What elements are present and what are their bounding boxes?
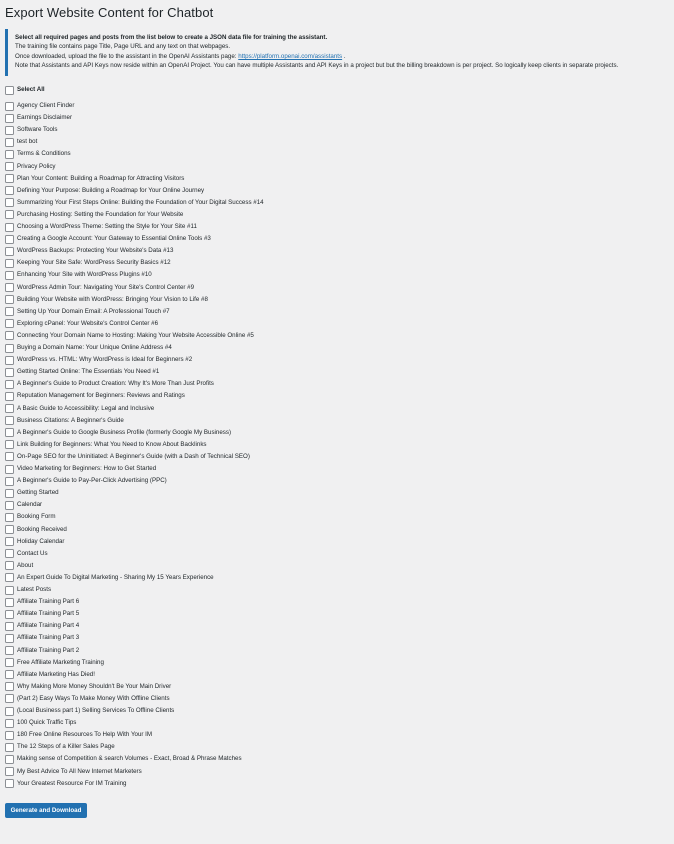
item-checkbox[interactable] [5,344,14,353]
item-checkbox[interactable] [5,223,14,232]
item-label: Setting Up Your Domain Email: A Professional Touch #7 [17,307,170,315]
list-item[interactable] [5,500,42,510]
list-item[interactable] [5,331,254,341]
item-checkbox[interactable] [5,634,14,643]
item-checkbox[interactable] [5,719,14,728]
item-label: Free Affiliate Marketing Training [17,658,104,666]
item-checkbox[interactable] [5,404,14,413]
list-item[interactable] [5,452,250,462]
item-checkbox[interactable] [5,271,14,280]
list-item[interactable] [5,694,170,704]
item-label: Terms & Conditions [17,150,71,158]
item-label: Calendar [17,501,43,509]
item-checkbox[interactable] [5,537,14,546]
item-checkbox[interactable] [5,331,14,340]
item-label: (Part 2) Easy Ways To Make Money With Offline Clients [17,694,170,702]
list-item[interactable] [5,379,214,389]
list-item[interactable] [5,222,197,232]
list-item[interactable] [5,162,56,172]
item-label: An Expert Guide To Digital Marketing - Sharing My 15 Years Experience [17,573,214,581]
item-checkbox[interactable] [5,392,14,401]
item-label: A Basic Guide to Accessibility: Legal and Inclusive [17,404,155,412]
list-item[interactable] [5,416,124,426]
item-label: Affiliate Training Part 3 [17,634,80,642]
item-label: Affiliate Training Part 2 [17,646,80,654]
item-label: Link Building for Beginners: What You Need to Know About Backlinks [17,440,207,448]
item-checkbox[interactable] [5,646,14,655]
item-checkbox[interactable] [5,428,14,437]
item-label: Business Citations: A Beginner's Guide [17,416,124,424]
list-item[interactable] [5,585,51,595]
list-item[interactable] [5,295,208,305]
item-checkbox[interactable] [5,307,14,316]
item-label: Affiliate Training Part 4 [17,622,80,630]
item-label: Choosing a WordPress Theme: Setting the Style for Your Site #11 [17,223,197,230]
item-label: test bot [17,138,38,146]
list-item[interactable] [5,125,57,135]
item-checkbox[interactable] [5,561,14,570]
item-checkbox[interactable] [5,114,14,123]
item-label: Building Your Website with WordPress: Bringing Your Vision to Life #8 [17,295,208,303]
item-label: WordPress Admin Tour: Navigating Your Site's Control Center #9 [17,283,195,291]
notice-line-3-suffix: . [342,52,346,60]
list-item[interactable] [5,307,170,317]
list-item[interactable] [5,149,71,159]
item-label: Affiliate Marketing Has Died! [17,670,95,678]
list-item[interactable] [5,621,79,631]
item-label: Plan Your Content: Building a Roadmap for Attracting Visitors [17,174,185,182]
list-item[interactable] [5,658,104,668]
item-label: A Beginner's Guide to Google Business Profile (formerly Google My Business) [17,428,232,436]
item-label: (Local Business part 1) Selling Services To Offline Clients [17,707,175,714]
item-checkbox[interactable] [5,174,14,183]
item-checkbox[interactable] [5,586,14,595]
list-item[interactable] [5,525,67,535]
item-label: Your Greatest Resource For IM Training [17,779,127,787]
select-all-label: Select All [17,86,45,93]
item-label: My Best Advice To All New Internet Marketers [17,767,142,775]
list-item[interactable] [5,633,79,643]
item-label: Summarizing Your First Steps Online: Building the Foundation of Your Digital Success #14 [17,198,264,206]
item-checkbox[interactable] [5,150,14,159]
item-checkbox[interactable] [5,295,14,304]
item-label: Getting Started Online: The Essentials You Need #1 [17,368,160,376]
item-label: Creating a Google Account: Your Gateway to Essential Online Tools #3 [17,235,211,243]
list-item[interactable] [5,440,207,450]
item-checkbox[interactable] [5,622,14,631]
list-item[interactable] [5,718,76,728]
item-label: Earnings Disclaimer [17,114,73,122]
item-checkbox[interactable] [5,319,14,328]
item-checkbox[interactable] [5,283,14,292]
item-checkbox[interactable] [5,186,14,195]
list-item[interactable] [5,573,214,583]
item-checkbox[interactable] [5,416,14,425]
list-item[interactable] [5,367,159,377]
list-item[interactable] [5,391,185,401]
list-item[interactable] [5,754,242,764]
list-item[interactable] [5,234,211,244]
list-item[interactable] [5,537,64,547]
item-label: A Beginner's Guide to Product Creation: Why It's More Than Just Profits [17,380,214,388]
item-checkbox[interactable] [5,743,14,752]
list-item[interactable] [5,476,167,486]
list-item[interactable] [5,488,59,498]
list-item[interactable] [5,682,171,692]
item-label: Keeping Your Site Safe: WordPress Security Basics #12 [17,259,171,267]
notice-line-3-prefix: Once downloaded, upload the file to the assistant in the OpenAI Assistants page: [15,52,239,60]
item-label: Reputation Management for Beginners: Reviews and Ratings [17,392,185,400]
item-label: Video Marketing for Beginners: How to Get Started [17,465,157,472]
item-label: Holiday Calendar [17,537,65,545]
item-checkbox[interactable] [5,368,14,377]
item-checkbox[interactable] [5,670,14,679]
item-checkbox[interactable] [5,247,14,256]
notice-line-4: Note that Assistants and API Keys now reside within an OpenAI Project. You can have multiple Assistants and API Keys in a project but but the billing breakdown is per project. So logically keep clients in separate projects. [15,62,619,70]
list-item[interactable] [5,464,156,474]
list-item[interactable] [5,779,126,789]
item-label: WordPress vs. HTML: Why WordPress is Ideal for Beginners #2 [17,356,193,364]
list-item[interactable] [5,742,115,752]
item-checkbox[interactable] [5,477,14,486]
notice-line-1: Select all required pages and posts from the list below to create a JSON data file for training the assistant. [15,34,328,41]
list-item[interactable] [5,609,79,619]
list-item[interactable] [5,404,154,414]
item-label: The 12 Steps of a Killer Sales Page [17,743,115,751]
item-label: Booking Form [17,513,56,521]
list-item[interactable] [5,186,204,196]
item-checkbox[interactable] [5,501,14,510]
item-label: Software Tools [17,126,58,134]
item-checkbox[interactable] [5,525,14,534]
item-checkbox[interactable] [5,126,14,135]
list-item[interactable] [5,730,152,740]
list-item[interactable] [5,258,171,268]
item-checkbox[interactable] [5,694,14,703]
item-label: A Beginner's Guide to Pay-Per-Click Advertising (PPC) [17,477,167,485]
item-checkbox[interactable] [5,452,14,461]
list-item[interactable] [5,270,152,280]
generate-download-button[interactable]: Generate and Download [5,803,87,818]
item-label: Latest Posts [17,586,52,593]
item-label: On-Page SEO for the Uninitiated: A Beginner's Guide (with a Dash of Technical SEO) [17,452,250,460]
item-checkbox[interactable] [5,767,14,776]
item-checkbox[interactable] [5,513,14,522]
list-item[interactable] [5,319,158,329]
list-item[interactable] [5,646,79,656]
item-checkbox[interactable] [5,707,14,716]
item-checkbox[interactable] [5,731,14,740]
item-checkbox[interactable] [5,610,14,619]
list-item[interactable] [5,101,74,111]
item-checkbox[interactable] [5,598,14,607]
item-checkbox[interactable] [5,380,14,389]
item-label: Buying a Domain Name: Your Unique Online Address #4 [17,344,172,351]
item-label: Making sense of Competition & search Volumes - Exact, Broad & Phrase Matches [17,755,242,763]
item-checkbox[interactable] [5,465,14,474]
item-checkbox[interactable] [5,658,14,667]
item-label: Affiliate Training Part 6 [17,598,80,606]
list-item[interactable] [5,355,192,365]
item-label: WordPress Backups: Protecting Your Website's Data #13 [17,247,174,255]
item-label: Affiliate Training Part 5 [17,610,80,618]
item-label: 100 Quick Traffic Tips [17,719,77,727]
item-checkbox[interactable] [5,210,14,219]
item-checkbox[interactable] [5,235,14,244]
item-label: Contact Us [17,549,48,557]
list-item[interactable] [5,283,194,293]
list-item[interactable] [5,343,172,353]
item-checkbox[interactable] [5,138,14,147]
item-label: Privacy Policy [17,162,56,170]
page-title: Export Website Content for Chatbot [5,5,214,20]
list-item[interactable] [5,597,79,607]
item-checkbox[interactable] [5,573,14,582]
item-label: Connecting Your Domain Name to Hosting: Making Your Website Accessible Online #5 [17,331,254,339]
list-item[interactable] [5,246,173,256]
list-item[interactable] [5,137,37,147]
item-checkbox[interactable] [5,259,14,268]
list-item[interactable] [5,767,142,777]
select-all-row[interactable] [5,85,45,95]
item-label: Purchasing Hosting: Setting the Foundation for Your Website [17,210,184,218]
item-label: About [17,561,34,569]
item-checkbox[interactable] [5,102,14,111]
item-label: Enhancing Your Site with WordPress Plugins #10 [17,271,152,279]
list-item[interactable] [5,198,264,208]
item-label: Defining Your Purpose: Building a Roadmap for Your Online Journey [17,186,205,194]
list-item[interactable] [5,428,231,438]
item-label: Getting Started [17,489,59,497]
list-item[interactable] [5,670,95,680]
list-item[interactable] [5,210,183,220]
item-label: Agency Client Finder [17,102,75,109]
list-item[interactable] [5,706,174,716]
list-item[interactable] [5,174,184,184]
item-checkbox[interactable] [5,198,14,207]
item-checkbox[interactable] [5,356,14,365]
list-item[interactable] [5,561,33,571]
item-label: Booking Received [17,525,67,533]
item-checkbox[interactable] [5,162,14,171]
list-item[interactable] [5,512,56,522]
item-label: Why Making More Money Shouldn't Be Your Main Driver [17,682,172,690]
list-item[interactable] [5,549,48,559]
item-checkbox[interactable] [5,755,14,764]
item-checkbox[interactable] [5,489,14,498]
assistants-link[interactable]: https://platform.openai.com/assistants [238,52,343,60]
item-checkbox[interactable] [5,682,14,691]
item-checkbox[interactable] [5,440,14,449]
item-label: 180 Free Online Resources To Help With Your IM [17,731,153,739]
list-item[interactable] [5,113,72,123]
notice-line-2: The training file contains page Title, Page URL and any text on that webpages. [15,43,231,51]
item-checkbox[interactable] [5,549,14,558]
select-all-checkbox[interactable] [5,86,14,95]
item-checkbox[interactable] [5,779,14,788]
notice-line-3 [15,52,669,61]
item-label: Exploring cPanel: Your Website's Control Center #6 [17,319,159,327]
info-notice [5,29,669,76]
